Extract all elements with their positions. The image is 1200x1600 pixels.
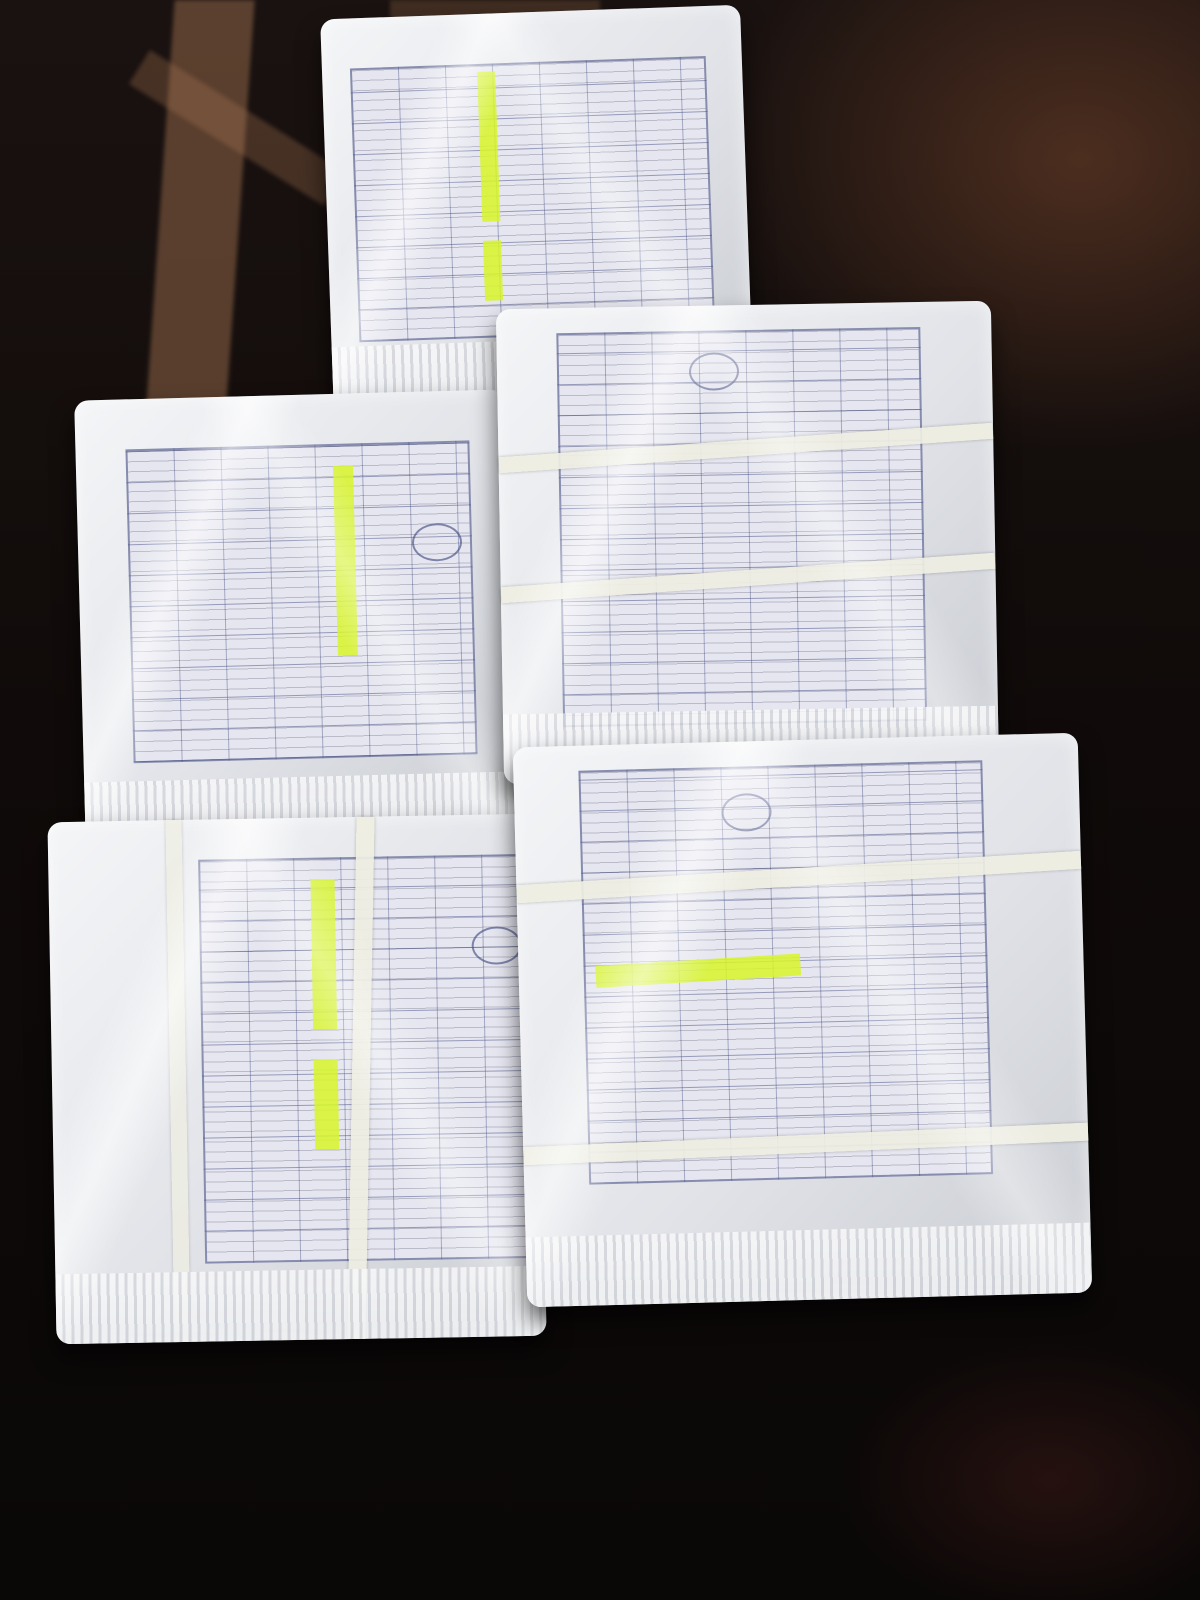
wrapped-package-bottom-left — [47, 814, 546, 1344]
wrapped-package-bottom-right — [513, 733, 1092, 1308]
wrapped-package-middle-right — [496, 301, 999, 785]
wrapped-package-middle-left — [74, 389, 516, 852]
